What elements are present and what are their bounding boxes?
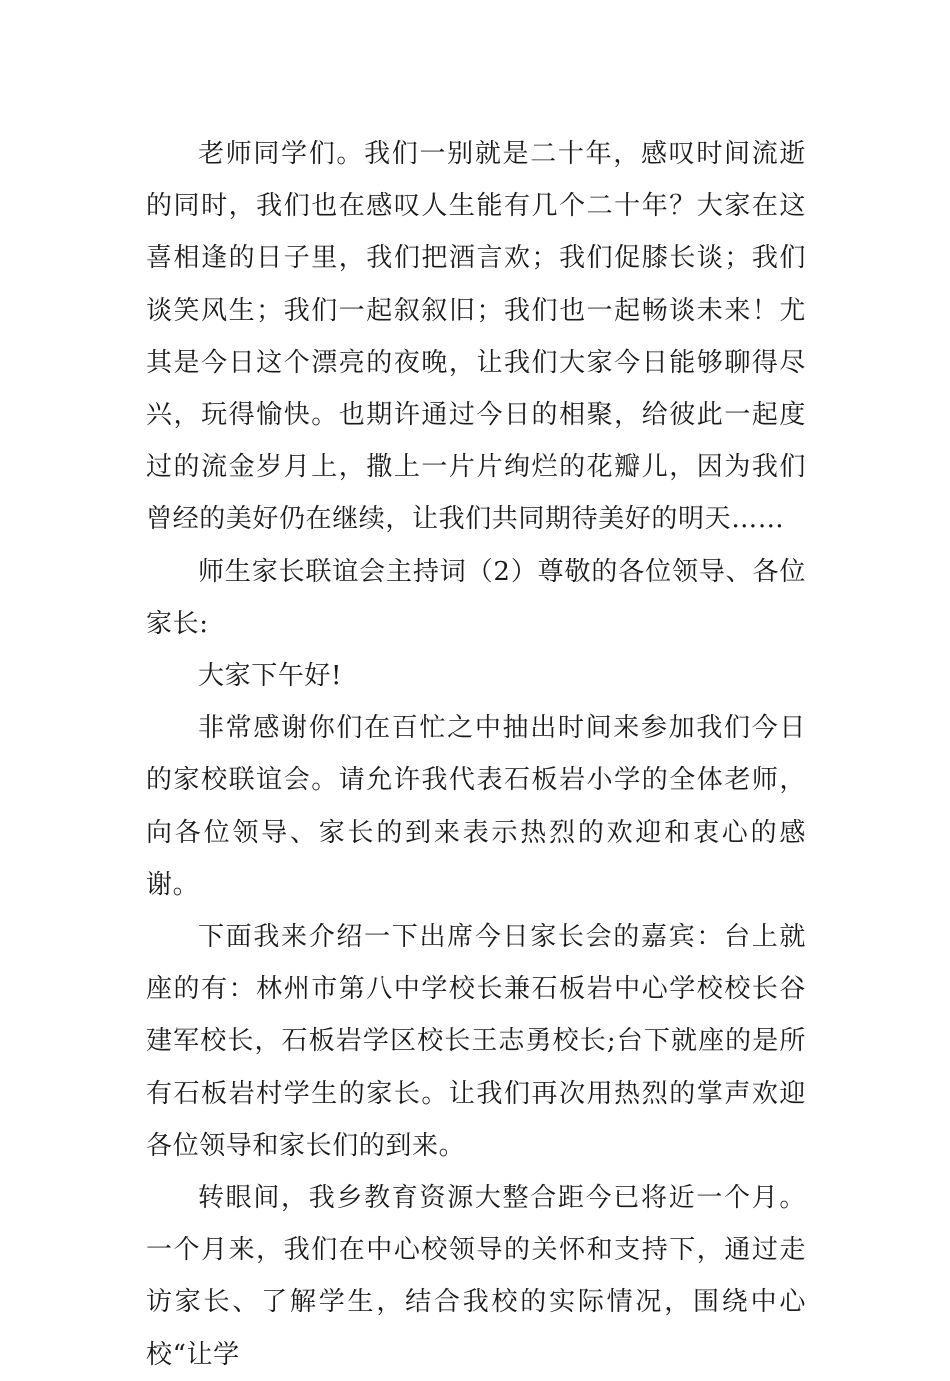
paragraph-reunion-closing: 老师同学们。我们一别就是二十年，感叹时间流逝的同时，我们也在感叹人生能有几个二十年？大家在这喜相逢的日子里，我们把酒言欢；我们促膝长谈；我们谈笑风生；我们一起叙叙旧；我们也一起畅谈未来！尤其是今日这个漂亮的夜晚，让我们大家今日能够聊得尽兴，玩得愉快。也期许通过今日的相聚，给彼此一起度过的流金岁月上，撒上一片片绚烂的花瓣儿，因为我们曾经的美好仍在继续，让我们共同期待美好的明天…… [146,139,806,535]
paragraph-section-heading-greeting: 师生家长联谊会主持词（2）尊敬的各位领导、各位家长: [146,556,806,639]
document-body [146,128,806,1381]
paragraph-education-integration: 转眼间，我乡教育资源大整合距今已将近一个月。一个月来，我们在中心校领导的关怀和支持下，通过走访家长、了解学生，结合我校的实际情况，围绕中心校“让学 [146,1183,806,1370]
paragraph-good-afternoon: 大家下午好! [198,661,343,692]
paragraph-guest-introduction: 下面我来介绍一下出席今日家长会的嘉宾：台上就座的有：林州市第八中学校长兼石板岩中心学校校长谷建军校长，石板岩学区校长王志勇校长;台下就座的是所有石板岩村学生的家长。让我们再次用热烈的掌声欢迎各位领导和家长们的到来。 [146,922,806,1161]
paragraph-thanks: 非常感谢你们在百忙之中抽出时间来参加我们今日的家校联谊会。请允许我代表石板岩小学的全体老师，向各位领导、家长的到来表示热烈的欢迎和衷心的感谢。 [146,713,806,900]
